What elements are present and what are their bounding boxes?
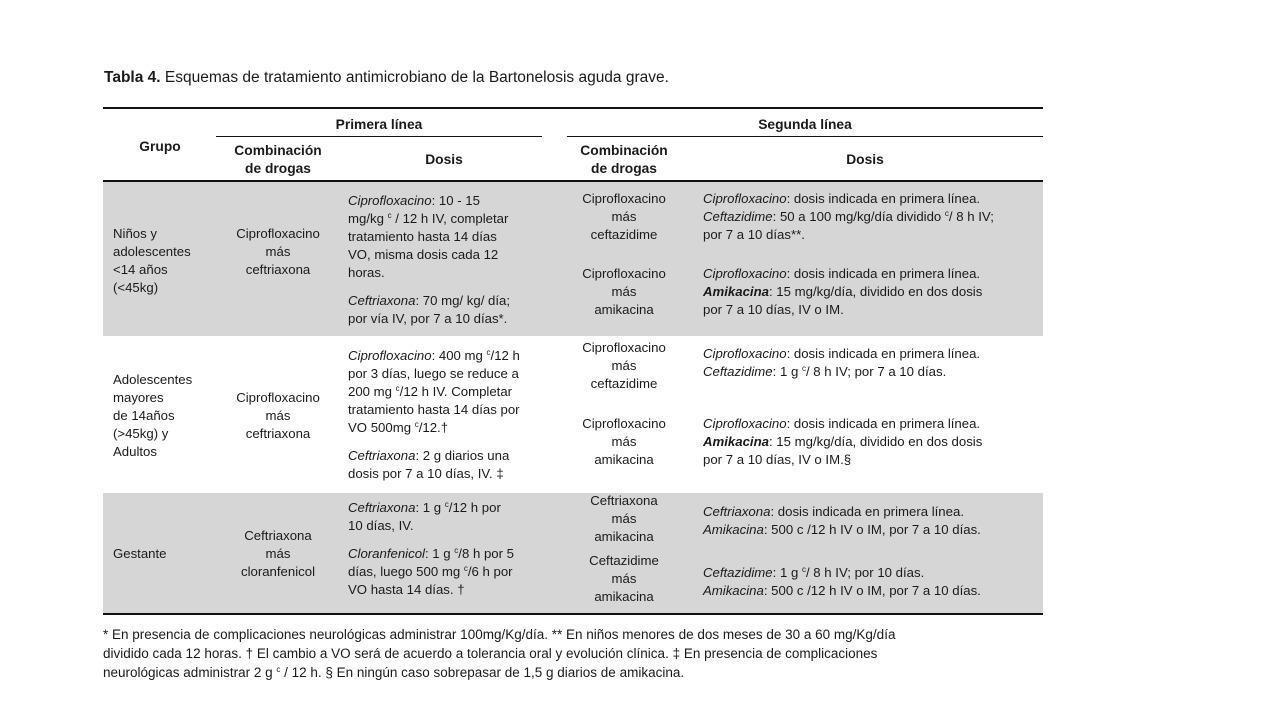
dosis-line: Ceftriaxona: 70 mg/ kg/ día; xyxy=(348,293,511,308)
drug-name: Ceftriaxona xyxy=(348,448,416,463)
dosis-line: Cloranfenicol: 1 g $^c$/8 h por 5 xyxy=(348,546,515,561)
dosis-line: Ceftazidime: 1 g $^c$/ 8 h IV; por 10 días. xyxy=(703,565,925,580)
dosis-segunda-gestante-1 xyxy=(703,503,1038,539)
drug-name: Ceftriaxona xyxy=(348,500,416,515)
header-combinacion-segunda xyxy=(562,142,686,178)
header-combinacion-line2: de drogas xyxy=(245,161,311,176)
grupo-line: Niños y xyxy=(113,226,157,241)
combo-line: Ceftriaxona xyxy=(244,528,312,543)
header-combinacion-line1: Combinación xyxy=(234,143,322,158)
combo-line: ceftriaxona xyxy=(245,262,311,277)
drug-name: Ceftazidime xyxy=(703,364,773,379)
combo-line: amikacina xyxy=(594,589,654,604)
dosis-primera-adultos xyxy=(348,347,548,483)
combo-line: Ciprofloxacino xyxy=(582,191,666,206)
combo-line: Ciprofloxacino xyxy=(236,226,320,241)
dosis-line: 200 mg $^c$/12 h IV. Completar xyxy=(348,384,513,399)
dosis-line: Ceftriaxona: dosis indicada en primera línea. xyxy=(703,504,964,519)
header-combinacion-line1: Combinación xyxy=(580,143,668,158)
dosis-line: por vía IV, por 7 a 10 días*. xyxy=(348,311,508,326)
primera-linea-rule xyxy=(216,136,542,137)
header-bottom-rule xyxy=(103,180,1043,182)
combo-primera-ninos xyxy=(216,225,340,279)
dosis-segunda-ninos-2 xyxy=(703,265,1038,319)
dosis-line: Amikacina: 15 mg/kg/día, dividido en dos dosis xyxy=(703,434,983,449)
drug-name: Ciprofloxacino xyxy=(348,348,432,363)
grupo-line: de 14años xyxy=(113,408,175,423)
drug-name: Cloranfenicol xyxy=(348,546,425,561)
header-dosis-segunda: Dosis xyxy=(846,152,884,167)
header-dosis-primera: Dosis xyxy=(425,152,463,167)
dosis-line: Ceftriaxona: 1 g $^c$/12 h por xyxy=(348,500,501,515)
header-combinacion-line2: de drogas xyxy=(591,161,657,176)
combo-line: más xyxy=(611,358,637,373)
combo-line: más xyxy=(265,546,291,561)
footnote-line: * En presencia de complicaciones neurológicas administrar 100mg/Kg/día. ** En niños menores de dos meses de 30 a 60 mg/Kg/día xyxy=(103,627,896,642)
combo-segunda-gestante-1 xyxy=(562,492,686,546)
combo-line: amikacina xyxy=(594,452,654,467)
dosis-line: mg/kg $^c$ / 12 h IV, completar xyxy=(348,211,509,226)
combo-line: más xyxy=(611,511,637,526)
combo-line: más xyxy=(611,284,637,299)
grupo-line: (>45kg) y xyxy=(113,426,169,441)
dosis-line: días, luego 500 mg $^c$/6 h por xyxy=(348,564,513,579)
drug-name: Ciprofloxacino xyxy=(348,193,432,208)
table-caption: Esquemas de tratamiento antimicrobiano de la Bartonelosis aguda grave. xyxy=(164,69,669,86)
dosis-line: por 7 a 10 días**. xyxy=(703,227,805,242)
drug-name: Amikacina xyxy=(703,583,764,598)
table-bottom-rule xyxy=(103,613,1043,615)
grupo-line: adolescentes xyxy=(113,244,191,259)
dosis-line: Ciprofloxacino: dosis indicada en primera línea. xyxy=(703,191,981,206)
combo-line: más xyxy=(611,209,637,224)
combo-line: Ceftazidime xyxy=(589,553,659,568)
grupo-gestante xyxy=(113,545,167,563)
combo-segunda-gestante-2 xyxy=(562,552,686,606)
dosis-line: Ciprofloxacino: dosis indicada en primera línea. xyxy=(703,416,981,431)
dosis-line: dosis por 7 a 10 días, IV. ‡ xyxy=(348,466,504,481)
segunda-linea-rule xyxy=(567,136,1043,137)
dosis-line: Amikacina: 500 c /12 h IV o IM, por 7 a 10 días. xyxy=(703,522,981,537)
dosis-line: tratamiento hasta 14 días por xyxy=(348,402,520,417)
dosis-line: horas. xyxy=(348,265,385,280)
header-grupo: Grupo xyxy=(139,139,181,154)
grupo-line: mayores xyxy=(113,390,164,405)
grupo-line: <14 años xyxy=(113,262,168,277)
dosis-line: Ceftazidime: 50 a 100 mg/kg/día dividido $^c$/ 8 h IV; xyxy=(703,209,994,224)
dosis-line: Ciprofloxacino: 400 mg $^c$/12 h xyxy=(348,348,520,363)
dosis-line: 10 días, IV. xyxy=(348,518,414,533)
grupo-line: Adolescentes xyxy=(113,372,193,387)
combo-segunda-ninos-2 xyxy=(562,265,686,319)
combo-line: Ciprofloxacino xyxy=(236,390,320,405)
dosis-segunda-adultos-2 xyxy=(703,415,1038,469)
dosis-line: Amikacina: 500 c /12 h IV o IM, por 7 a 10 días. xyxy=(703,583,981,598)
combo-line: Ciprofloxacino xyxy=(582,266,666,281)
dosis-segunda-gestante-2 xyxy=(703,564,1038,600)
dosis-segunda-adultos-1 xyxy=(703,345,1038,381)
dosis-line: tratamiento hasta 14 días xyxy=(348,229,497,244)
dosis-line: Ciprofloxacino: 10 - 15 xyxy=(348,193,480,208)
drug-name: Amikacina xyxy=(703,522,764,537)
table-footnote xyxy=(103,625,1048,682)
combo-line: más xyxy=(611,571,637,586)
drug-name: Ciprofloxacino xyxy=(703,191,787,206)
drug-name: Ceftazidime xyxy=(703,565,773,580)
combo-line: amikacina xyxy=(594,529,654,544)
grupo-line: (<45kg) xyxy=(113,280,159,295)
drug-name: Ciprofloxacino xyxy=(703,266,787,281)
dosis-line: por 7 a 10 días, IV o IM. xyxy=(703,302,844,317)
drug-name: Ciprofloxacino xyxy=(703,416,787,431)
dosis-line: Ciprofloxacino: dosis indicada en primera línea. xyxy=(703,266,981,281)
combo-segunda-adultos-2 xyxy=(562,415,686,469)
dosis-line: VO hasta 14 días. † xyxy=(348,582,465,597)
header-combinacion-primera xyxy=(216,142,340,178)
header-segunda-linea: Segunda línea xyxy=(758,117,852,132)
combo-line: ceftriaxona xyxy=(245,426,311,441)
drug-name: Ceftriaxona xyxy=(703,504,771,519)
grupo-ninos xyxy=(113,225,191,297)
grupo-line: Adultos xyxy=(113,444,157,459)
dosis-line: por 7 a 10 días, IV o IM.§ xyxy=(703,452,852,467)
drug-name: Amikacina xyxy=(703,284,769,299)
drug-name: Ceftriaxona xyxy=(348,293,416,308)
dosis-primera-ninos xyxy=(348,192,548,328)
combo-line: Ciprofloxacino xyxy=(582,340,666,355)
dosis-line: VO, misma dosis cada 12 xyxy=(348,247,499,262)
top-rule xyxy=(103,107,1043,109)
combo-line: más xyxy=(611,434,637,449)
combo-line: cloranfenicol xyxy=(240,564,316,579)
combo-line: más xyxy=(265,244,291,259)
dosis-primera-gestante xyxy=(348,499,548,599)
combo-segunda-ninos-1 xyxy=(562,190,686,244)
combo-segunda-adultos-1 xyxy=(562,339,686,393)
combo-line: ceftazidime xyxy=(590,376,658,391)
combo-line: amikacina xyxy=(594,302,654,317)
dosis-segunda-ninos-1 xyxy=(703,190,1038,244)
combo-primera-adultos xyxy=(216,389,340,443)
header-primera-linea: Primera línea xyxy=(335,117,423,132)
table-number: Tabla 4. xyxy=(104,69,161,86)
dosis-line: Ceftriaxona: 2 g diarios una xyxy=(348,448,510,463)
dosis-line: VO 500mg $^c$/12.† xyxy=(348,420,449,435)
footnote-line: neurológicas administrar 2 g $^c$ / 12 h. § En ningún caso sobrepasar de 1,5 g diarios de amikacina. xyxy=(103,665,685,680)
combo-primera-gestante xyxy=(216,527,340,581)
combo-line: más xyxy=(265,408,291,423)
dosis-line: Ceftazidime: 1 g $^c$/ 8 h IV; por 7 a 10 días. xyxy=(703,364,947,379)
dosis-line: por 3 días, luego se reduce a xyxy=(348,366,519,381)
drug-name: Ciprofloxacino xyxy=(703,346,787,361)
footnote-line: dividido cada 12 horas. † El cambio a VO será de acuerdo a tolerancia oral y evolución clínica. ‡ En presencia de complicaciones xyxy=(103,646,878,661)
grupo-line: Gestante xyxy=(113,546,167,561)
dosis-line: Ciprofloxacino: dosis indicada en primera línea. xyxy=(703,346,981,361)
grupo-adultos xyxy=(113,371,192,461)
combo-line: ceftazidime xyxy=(590,227,658,242)
drug-name: Ceftazidime xyxy=(703,209,773,224)
drug-name: Amikacina xyxy=(703,434,769,449)
table-title xyxy=(104,69,669,87)
dosis-line: Amikacina: 15 mg/kg/día, dividido en dos dosis xyxy=(703,284,983,299)
combo-line: Ceftriaxona xyxy=(590,493,658,508)
combo-line: Ciprofloxacino xyxy=(582,416,666,431)
